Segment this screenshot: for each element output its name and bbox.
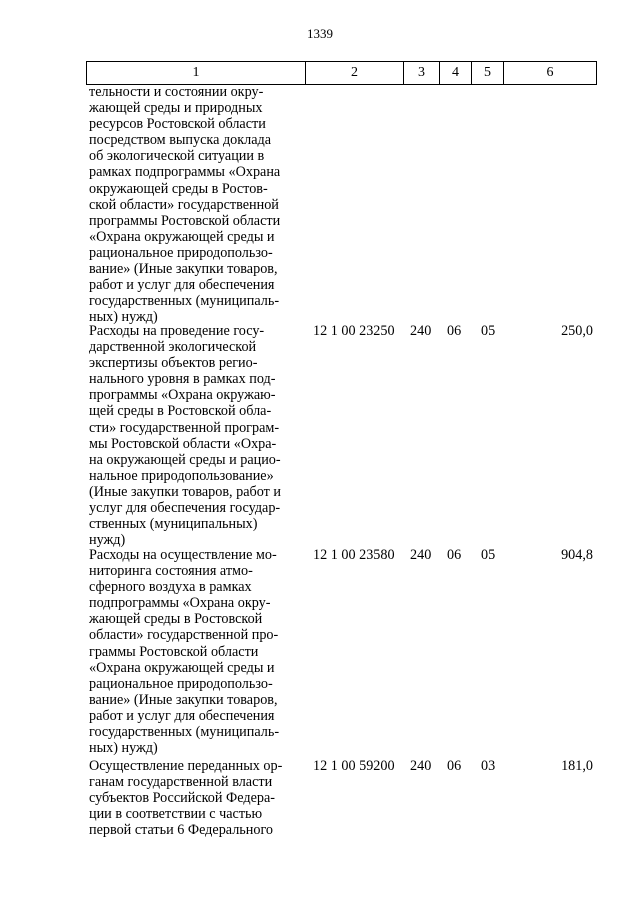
page-number: 1339 [307,26,333,41]
row-subsection: 05 [481,547,496,563]
header-col-5: 5 [471,62,503,84]
row-subsection: 03 [481,758,496,774]
row-description: Расходы на осуществление мо- ниторинга состояния атмо- сферного воздуха в рамках подпрограммы «Охрана окру- жающей среды в Ростовской области» государственной про- граммы Ростовской области «Охрана окружающей среды и рациональное природопользо- вание» (Иные закупки товаров, работ и услуг для обеспечения государственных (муниципаль- ных) нужд) [89,547,280,757]
header-col-2: 2 [305,62,403,84]
row-amount: 250,0 [561,323,593,339]
row-description: тельности и состоянии окру- жающей среды и природных ресурсов Ростовской области посредством выпуска доклада об экологической ситуации в рамках подпрограммы «Охрана окружающей среды в Ростов- ской области» государственной программы Ростовской области «Охрана окружающей среды и рациональное природопользо- вание» (Иные закупки товаров, работ и услуг для обеспечения государственных (муниципаль- ных) нужд) [89,84,281,326]
row-target-code: 12 1 00 23580 [313,547,395,563]
row-expense-type: 240 [410,547,432,563]
row-subsection: 05 [481,323,496,339]
row-expense-type: 240 [410,758,432,774]
header-col-6: 6 [503,62,597,84]
row-expense-type: 240 [410,323,432,339]
row-description: Расходы на проведение госу- дарственной экологической экспертизы объектов регио- нального уровня в рамках под- программы «Охрана окружаю- щей среды в Ростовской обла- сти» государственной програм- мы Ростовской области «Охра- на окружающей среды и рацио- нальное природопользование» (Иные закупки товаров, работ и услуг для обеспечения государ- ственных (муниципальных) нужд) [89,323,282,549]
header-col-4: 4 [439,62,471,84]
header-col-3: 3 [403,62,439,84]
row-target-code: 12 1 00 23250 [313,323,395,339]
row-amount: 181,0 [561,758,593,774]
row-section: 06 [447,547,462,563]
row-section: 06 [447,323,462,339]
row-amount: 904,8 [561,547,593,563]
table-header [86,61,597,85]
row-section: 06 [447,758,462,774]
row-description: Осуществление переданных ор- ганам государственной власти субъектов Российской Федера- ции в соответствии с частью первой статьи 6 Федерального [89,758,283,839]
header-col-1: 1 [86,62,305,84]
row-target-code: 12 1 00 59200 [313,758,395,774]
